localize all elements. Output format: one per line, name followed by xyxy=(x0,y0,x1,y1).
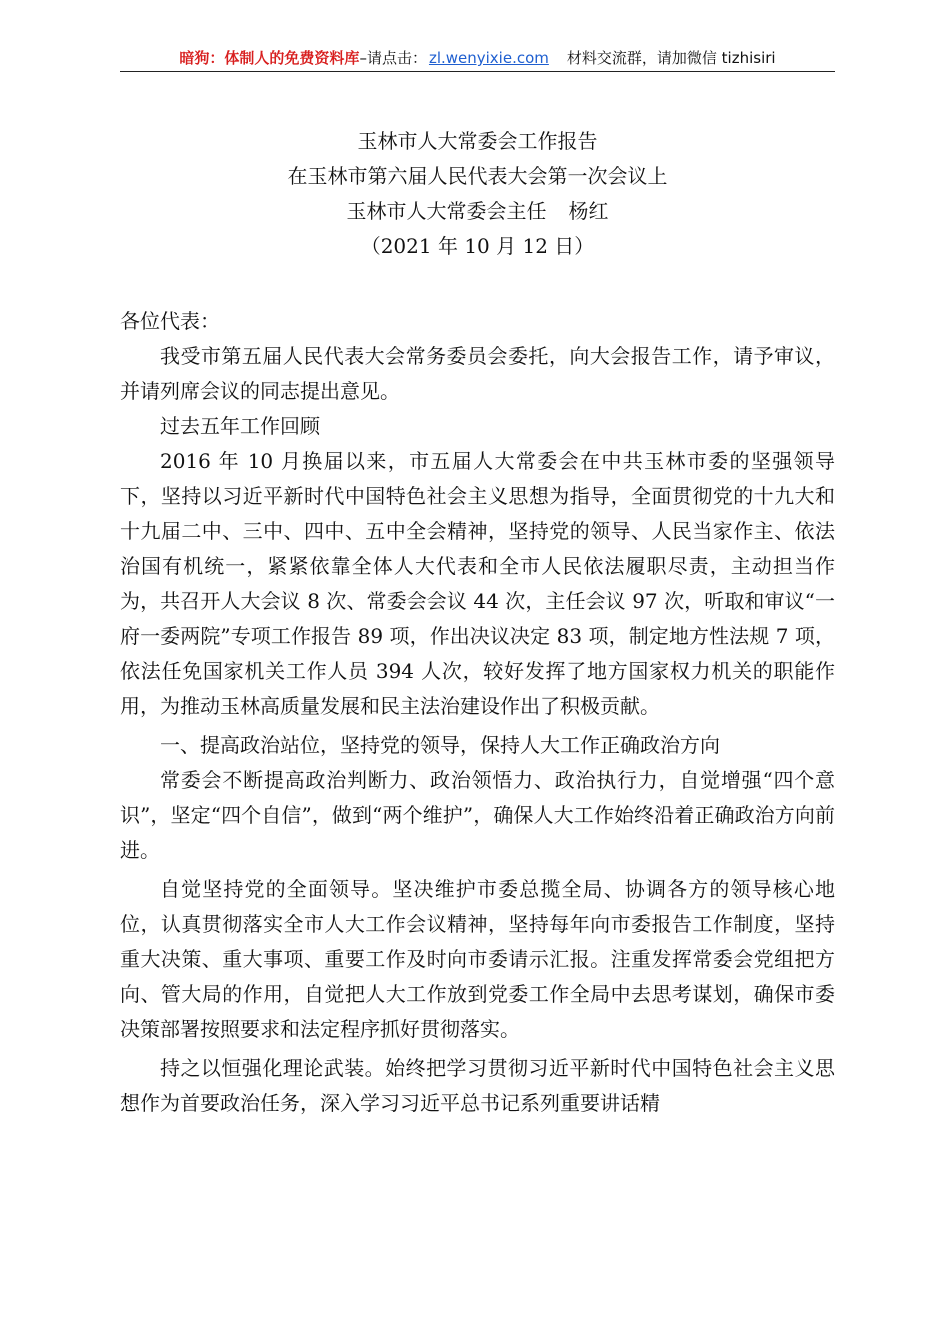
header-divider xyxy=(120,71,835,72)
page-header xyxy=(120,46,835,70)
paragraph-theory-study: 持之以恒强化理论武装。始终把学习贯彻习近平新时代中国特色社会主义思想作为首要政治任务，深入学习习近平总书记系列重要讲话精 xyxy=(120,1056,835,1115)
header-link[interactable]: zl.wenyixie.com xyxy=(428,49,549,67)
paragraph-political-direction: 常委会不断提高政治判断力、政治领悟力、政治执行力，自觉增强“四个意识”，坚定“四个自信”，做到“两个维护”，确保人大工作始终沿着正确政治方向前进。 xyxy=(120,768,835,862)
header-brand: 暗狗：体制人的免费资料库 xyxy=(179,49,360,67)
author-role: 玉林市人大常委会主任 xyxy=(346,199,547,223)
report-body xyxy=(120,304,835,1121)
paragraph-summary: 2016 年 10 月换届以来，市五届人大常委会在中共玉林市委的坚强领导下，坚持以习近平新时代中国特色社会主义思想为指导，全面贯彻党的十九大和十九届二中、三中、四中、五中全会精神，坚持党的领导、人民当家作主、依法治国有机统一，紧紧依靠全体人大代表和全市人民依法履职尽责，主动担当作为，共召开人大会议 8 次、常委会会议 44 次，主任会议 97 次，听取和审议“一府一委两院”专项工作报告 89 项，作出决议决定 83 项，制定地方性法规 7 项，依法任免国家机关工作人员 394 人次，较好发挥了地方国家权力机关的职能作用，为推动玉林高质量发展和民主法治建设作出了积极贡献。 xyxy=(120,449,835,718)
paragraph-intro: 我受市第五届人民代表大会常务委员会委托，向大会报告工作，请予审议，并请列席会议的同志提出意见。 xyxy=(120,344,835,403)
paragraph-party-leadership: 自觉坚持党的全面领导。坚决维护市委总揽全局、协调各方的领导核心地位，认真贯彻落实全市人大工作会议精神，坚持每年向市委报告工作制度，坚持重大决策、重大事项、重要工作及时向市委请示汇报。注重发挥常委会党组把方向、管大局的作用，自觉把人大工作放到党委工作全局中去思考谋划，确保市委决策部署按照要求和法定程序抓好贯彻落实。 xyxy=(120,877,835,1041)
section-heading-review: 过去五年工作回顾 xyxy=(160,414,320,438)
report-title-block xyxy=(120,124,835,264)
author-name: 杨红 xyxy=(568,199,609,223)
report-occasion: 在玉林市第六届人民代表大会第一次会议上 xyxy=(287,164,668,188)
header-group-note: 材料交流群，请加微信 tizhisiri xyxy=(566,49,776,67)
report-date: （2021 年 10 月 12 日） xyxy=(360,234,595,258)
section-heading-1: 一、提高政治站位，坚持党的领导，保持人大工作正确政治方向 xyxy=(160,733,720,757)
report-author-line xyxy=(120,194,835,229)
header-prompt: –请点击： xyxy=(359,49,427,67)
report-title: 玉林市人大常委会工作报告 xyxy=(357,129,598,153)
salutation: 各位代表： xyxy=(120,309,220,333)
